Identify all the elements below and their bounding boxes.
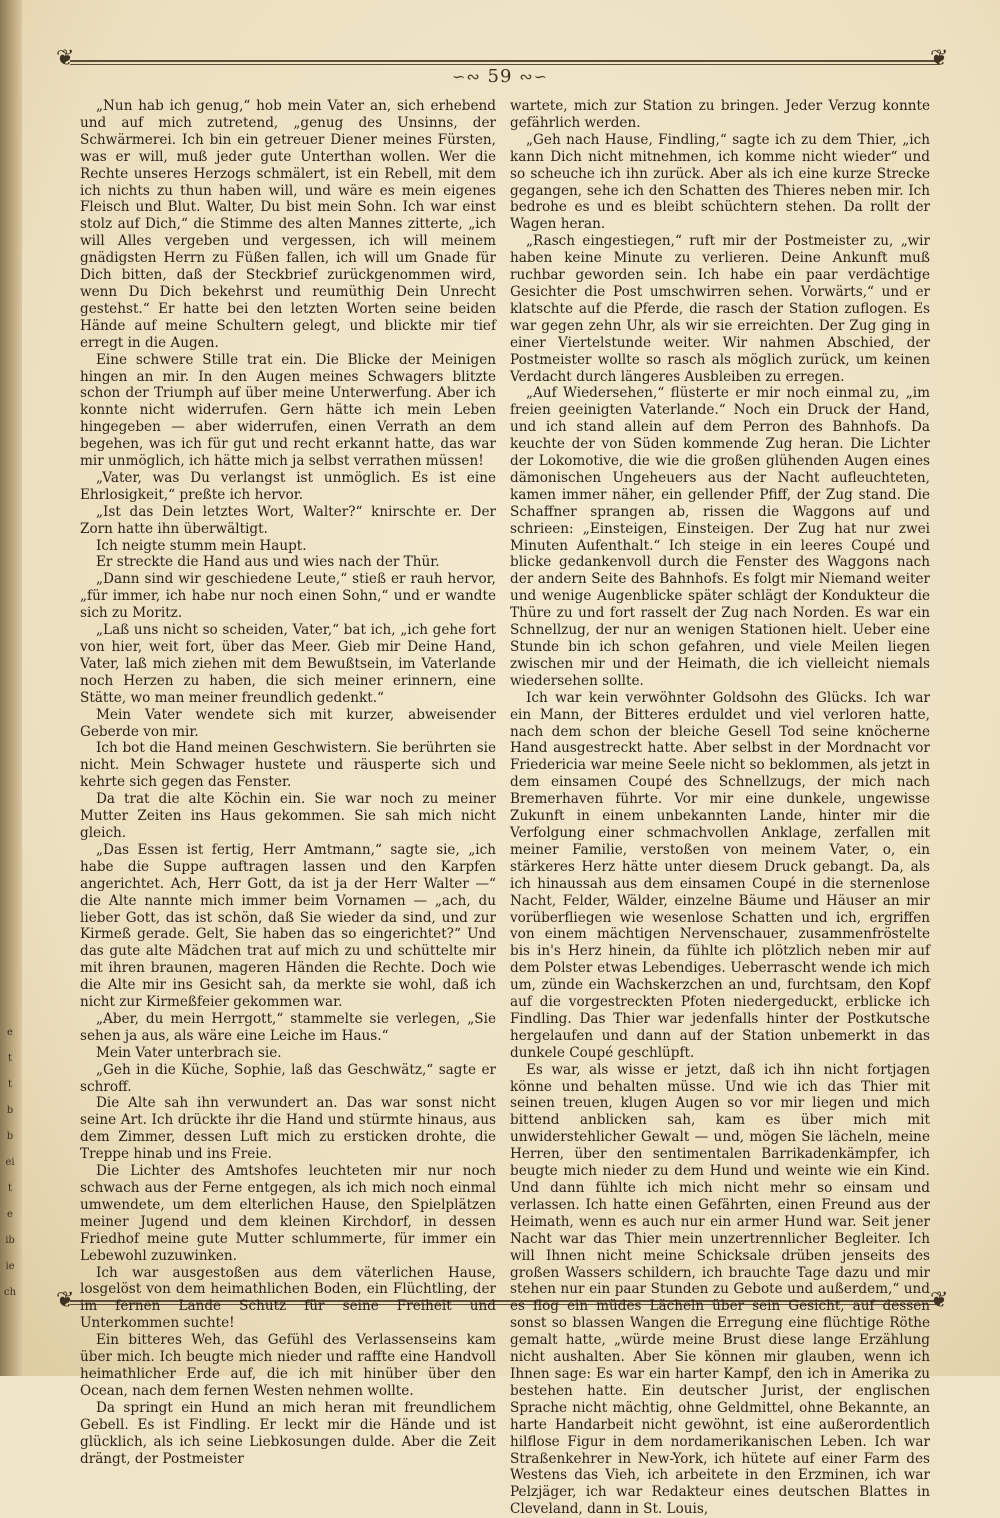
spine-letter: ie xyxy=(5,1261,15,1272)
paragraph: „Nun hab ich genug,“ hob mein Vater an, sich erhebend und auf mich zutretend, „genug des Unsinns, der Schwärmerei. Ich bin ein getreuer Diener meines Fürsten, was er will, muß jeder gute Unterthan wollen. Wer die Rechte unseres Herzogs schmälert, ist ein Rebell, mit dem ich nichts zu thun haben will, und wäre es mein eigenes Fleisch und Blut. Walter, Du bist mein Sohn. Ich war einst stolz auf Dich,“ die Stimme des alten Mannes zitterte, „ich will Alles vergeben und vergessen, ich will meinem gnädigsten Herrn zu Füßen fallen, ich will um Gnade für Dich bitten, daß der Steckbrief zurückgenommen wird, wenn Du Dich bekehrst und reumüthig Dein Unrecht gestehst.“ Er hatte bei den letzten Worten seine beiden Hände auf meine Schultern gelegt, und blickte mir tief erregt in die Augen. xyxy=(80,98,496,351)
paragraph: „Auf Wiedersehen,“ flüsterte er mir noch einmal zu, „im freien geeinigten Vaterlande.“ Noch ein Druck der Hand, und ich stand allein auf dem Perron des Bahnhofs. Da keuchte der von Süden kommende Zug heran. Die Lichter der Lokomotive, die wie die großen glühenden Augen eines dämonischen Ungeheuers aus der Nacht aufleuchteten, kamen immer näher, ein gellender Pfiff, der Zug stand. Die Schaffner sprangen ab, rissen die Waggons auf und schrieen: „Einsteigen, Einsteigen. Der Zug hat nur zwei Minuten Aufenthalt.“ Ich steige in ein leeres Coupé und blicke gedankenvoll durch die Fenster des Waggons nach der andern Seite des Bahnhofs. Es folgt mir Niemand weiter und wenige Augenblicke später schlägt der Kondukteur die Thüre zu und fort rasselt der Zug nach Norden. Es war ein Schnellzug, der nur an wenigen Stationen hielt. Ueber eine Stunde bin ich schon gefahren, und viele Meilen liegen zwischen mir und der Heimath, die ich vielleicht niemals wiedersehen sollte. xyxy=(510,385,930,689)
paragraph: „Vater, was Du verlangst ist unmöglich. Es ist eine Ehrlosigkeit,“ preßte ich hervor. xyxy=(80,469,496,503)
flourish-left-icon: ∽∾ xyxy=(452,67,481,86)
paragraph: „Geh nach Hause, Findling,“ sagte ich zu dem Thier, „ich kann Dich nicht mitnehmen, ich komme nicht wieder“ und so scheuche ich ihn zurück. Aber als ich eine kurze Strecke gegangen, sehe ich den Schatten des Thieres neben mir. Ich bedrohe es und es bleibt schüchtern stehen. Da rollt der Wagen heran. xyxy=(510,131,930,233)
corner-ornament-icon: ❦ xyxy=(930,1288,949,1313)
flourish-right-icon: ∾∽ xyxy=(519,67,548,86)
paragraph: „Geh in die Küche, Sophie, laß das Geschwätz,“ sagte er schroff. xyxy=(80,1061,496,1095)
spine-letter: e xyxy=(7,1027,13,1038)
paragraph: Eine schwere Stille trat ein. Die Blicke der Meinigen hingen an mir. In den Augen meines Schwagers blitzte schon der Triumph auf über meine Unterwerfung. Aber ich konnte nicht widerrufen. Gern hätte ich mein Leben hingegeben — aber widerrufen, einen Verrath an dem begehen, was ich für gut und recht erkannt hatte, das war mir unmöglich, ich hätte mich ja selbst verrathen müssen! xyxy=(80,351,496,470)
spine-letter: e xyxy=(7,1209,13,1220)
paragraph: Ein bitteres Weh, das Gefühl des Verlassenseins kam über mich. Ich beugte mich nieder und raffte eine Handvoll heimathlicher Erde auf, die ich mit hinüber über den Ocean, nach dem fernen Westen nehmen wollte. xyxy=(80,1332,496,1399)
paragraph: Ich war ausgestoßen aus dem väterlichen Hause, losgelöst von dem heimathlichen Boden, ein Flüchtling, der im fernen Lande Schutz für seine Freiheit und Unterkommen suchte! xyxy=(80,1264,496,1332)
paragraph: Die Alte sah ihn verwundert an. Das war sonst nicht seine Art. Ich drückte ihr die Hand und stürmte hinaus, aus dem Zimmer, dessen Luft mich zu ersticken drohte, die Treppe hinab und ins Freie. xyxy=(80,1095,496,1163)
corner-ornament-icon: ❦ xyxy=(930,46,949,71)
paragraph: Es war, als wisse er jetzt, daß ich ihn nicht fortjagen könne und behalten müsse. Und wie ich das Thier mit seinen treuen, klugen Augen so vor mir liegen und mich bittend anblicken sah, kam es über mich mit unwiderstehlicher Gewalt — und, mögen Sie lächeln, meine Herren, über den sentimentalen Barrikadenkämpfer, ich beugte mich nieder zu dem Hund und weinte wie ein Kind. Und dann fühlte ich mich nicht mehr so einsam und verlassen. Ich hatte einen Gefährten, einen Freund aus der Heimath, wenn es auch nur ein armer Hund war. Seit jener Nacht war das Thier mein unzertrennlicher Begleiter. Ich will Ihnen nicht meine Schicksale drüben jenseits des großen Wassers schildern, ich brauchte Tage dazu und mir stehen nur ein paar Stunden zu Gebote und außerdem,“ und es flog ein müdes Lächeln über sein Gesicht, auf dessen sonst so blassen Wangen die Erregung eine flüchtige Röthe gemalt hatte, „würde meine Brust diese lange Erzählung nicht aushalten. Aber Sie können mir glauben, wenn ich Ihnen sage: Es war ein harter Kampf, den ich in Amerika zu bestehen hatte. Ein deutscher Jurist, der englischen Sprache nicht mächtig, ohne Geldmittel, ohne Bekannte, an harte Handarbeit nicht gewöhnt, ist eine außerordentlich hilflose Figur in dem nordamerikanischen Leben. Ich war Straßenkehrer in New-York, ich hütete auf einer Farm des Westens das Vieh, ich arbeitete in den Erzminen, ich war Pelzjäger, ich war Redakteur eines deutschen Blattes in Cleveland, dann in St. Louis, xyxy=(510,1061,930,1518)
spine-letter: t xyxy=(7,1053,13,1064)
page-header xyxy=(0,66,1000,87)
spine-letter: t xyxy=(7,1183,13,1194)
paragraph: Ich bot die Hand meinen Geschwistern. Sie berührten sie nicht. Mein Schwager hustete und räusperte sich und kehrte sich gegen das Fenster. xyxy=(80,740,496,791)
spine-letter: b xyxy=(6,1131,14,1142)
paragraph: „Rasch eingestiegen,“ ruft mir der Postmeister zu, „wir haben keine Minute zu verlieren. Deine Ankunft muß ruchbar geworden sein. Ich habe ein paar verdächtige Gesichter die Post umschwirren sehen. Vorwärts,“ und er klatschte auf die Pferde, die rasch der Station zuflogen. Es war gegen zehn Uhr, als wir sie erreichten. Der Zug ging in einer Viertelstunde weiter. Wir nahmen Abschied, der Postmeister wollte so rasch als möglich zurück, um keinen Verdacht durch längeres Ausbleiben zu erregen. xyxy=(510,233,930,385)
paragraph: „Aber, du mein Herrgott,“ stammelte sie verlegen, „Sie sehen ja aus, als wäre eine Leiche im Haus.“ xyxy=(80,1010,496,1044)
paragraph: Mein Vater wendete sich mit kurzer, abweisender Geberde von mir. xyxy=(80,706,496,740)
corner-ornament-icon: ❦ xyxy=(56,1288,75,1313)
spine-letter: t xyxy=(7,1079,13,1090)
spine-letter: b xyxy=(6,1105,14,1116)
right-column xyxy=(510,98,930,1518)
paragraph: wartete, mich zur Station zu bringen. Jeder Verzug konnte gefährlich werden. xyxy=(510,98,930,131)
page-number: 59 xyxy=(487,66,513,87)
paragraph: „Ist das Dein letztes Wort, Walter?“ knirschte er. Der Zorn hatte ihn überwältigt. xyxy=(80,503,496,537)
spine-letters xyxy=(3,1020,17,1306)
left-column xyxy=(80,98,496,1467)
paragraph: Da trat die alte Köchin ein. Sie war noch zu meiner Mutter Zeiten ins Haus gekommen. Sie sah mich nicht gleich. xyxy=(80,791,496,841)
paragraph: Er streckte die Hand aus und wies nach der Thür. xyxy=(96,554,440,571)
paragraph: Da springt ein Hund an mich heran mit freundlichem Gebell. Es ist Findling. Er leckt mir die Hände und ist glücklich, als ich seine Liebkosungen dulde. Aber die Zeit drängt, der Postmeister xyxy=(80,1399,496,1467)
book-spine xyxy=(0,0,22,1376)
spine-letter: ch xyxy=(3,1287,17,1298)
top-rule xyxy=(70,60,940,62)
spine-letter: ib xyxy=(5,1235,15,1246)
paragraph: „Dann sind wir geschiedene Leute,“ stieß er rauh hervor, „für immer, ich habe nur noch einen Sohn,“ und er wandte sich zu Moritz. xyxy=(80,571,496,622)
paragraph: Mein Vater unterbrach sie. xyxy=(96,1044,282,1061)
paragraph: „Das Essen ist fertig, Herr Amtmann,“ sagte sie, „ich habe die Suppe auftragen lassen und den Karpfen angerichtet. Ach, Herr Gott, da ist ja der Herr Walter —“ die Alte nannte mich immer beim Vornamen — „ach, du lieber Gott, das ist schön, daß Sie wieder da sind, und zur Kirmeß gerade. Gelt, Sie haben das so eingerichtet?“ Und das gute alte Mädchen trat auf mich zu und schüttelte mir mit ihren braunen, mageren Händen die Rechte. Doch wie die Alte mir ins Gesicht sah, da merkte sie wohl, daß ich nicht zur Kirmeßfeier gekommen war. xyxy=(80,841,496,1011)
paragraph: Ich neigte stumm mein Haupt. xyxy=(96,537,307,554)
top-rule-thin xyxy=(70,64,940,65)
paragraph: Die Lichter des Amtshofes leuchteten mir nur noch schwach aus der Ferne entgegen, als ich mich noch einmal umwendete, um dem elterlichen Hause, den Spielplätzen meiner Jugend und dem kleinen Kirchdorf, in dessen Friedhof meine gute Mutter schlummerte, für immer ein Lebewohl zuzuwinken. xyxy=(80,1163,496,1264)
spine-letter: ei xyxy=(5,1157,15,1168)
paragraph: Ich war kein verwöhnter Goldsohn des Glücks. Ich war ein Mann, der Bitteres erduldet und viel verloren hatte, nach dem schon der bleiche Gesell Tod seine knöcherne Hand ausgestreckt hatte. Aber selbst in der Mordnacht vor Friedericia war meine Seele nicht so beklommen, als jetzt in dem einsamen Coupé des Schnellzugs, der mich nach Bremerhaven führte. Vor mir eine dunkele, ungewisse Zukunft in einem unbekannten Lande, hinter mir die Verfolgung einer schmachvollen Anklage, zerfallen mit meiner Familie, verstoßen von meinem Vater, o, ein stärkeres Herz hätte unter diesem Druck gebangt. Da, als ich hinaussah aus dem einsamen Coupé in die sternenlose Nacht, Felder, Wälder, einzelne Bäume und Häuser an mir vorüberfliegen wie wesenlose Schatten und ich, ergriffen von einem mächtigen Nervenschauer, zusammenfröstelte bis in's Herz hinein, da fühlte ich plötzlich neben mir auf dem Polster etwas Lebendiges. Ueberrascht wende ich mich um, zünde ein Wachskerzchen an und, furchtsam, den Kopf auf die vorgestreckten Pfoten niedergeduckt, erblicke ich Findling. Das Thier war jedenfalls hinter der Postkutsche hergelaufen und dann auf der Station unbemerkt in das dunkele Coupé geschlüpft. xyxy=(510,689,930,1061)
corner-ornament-icon: ❦ xyxy=(56,46,75,71)
paragraph: „Laß uns nicht so scheiden, Vater,“ bat ich, „ich gehe fort von hier, weit fort, über das Meer. Gieb mir Deine Hand, Vater, laß mich ziehen mit dem Bewußtsein, im Vaterlande noch Herzen zu haben, die sich meiner erinnern, eine Stätte, wo man meiner freundlich gedenkt.“ xyxy=(80,622,496,706)
